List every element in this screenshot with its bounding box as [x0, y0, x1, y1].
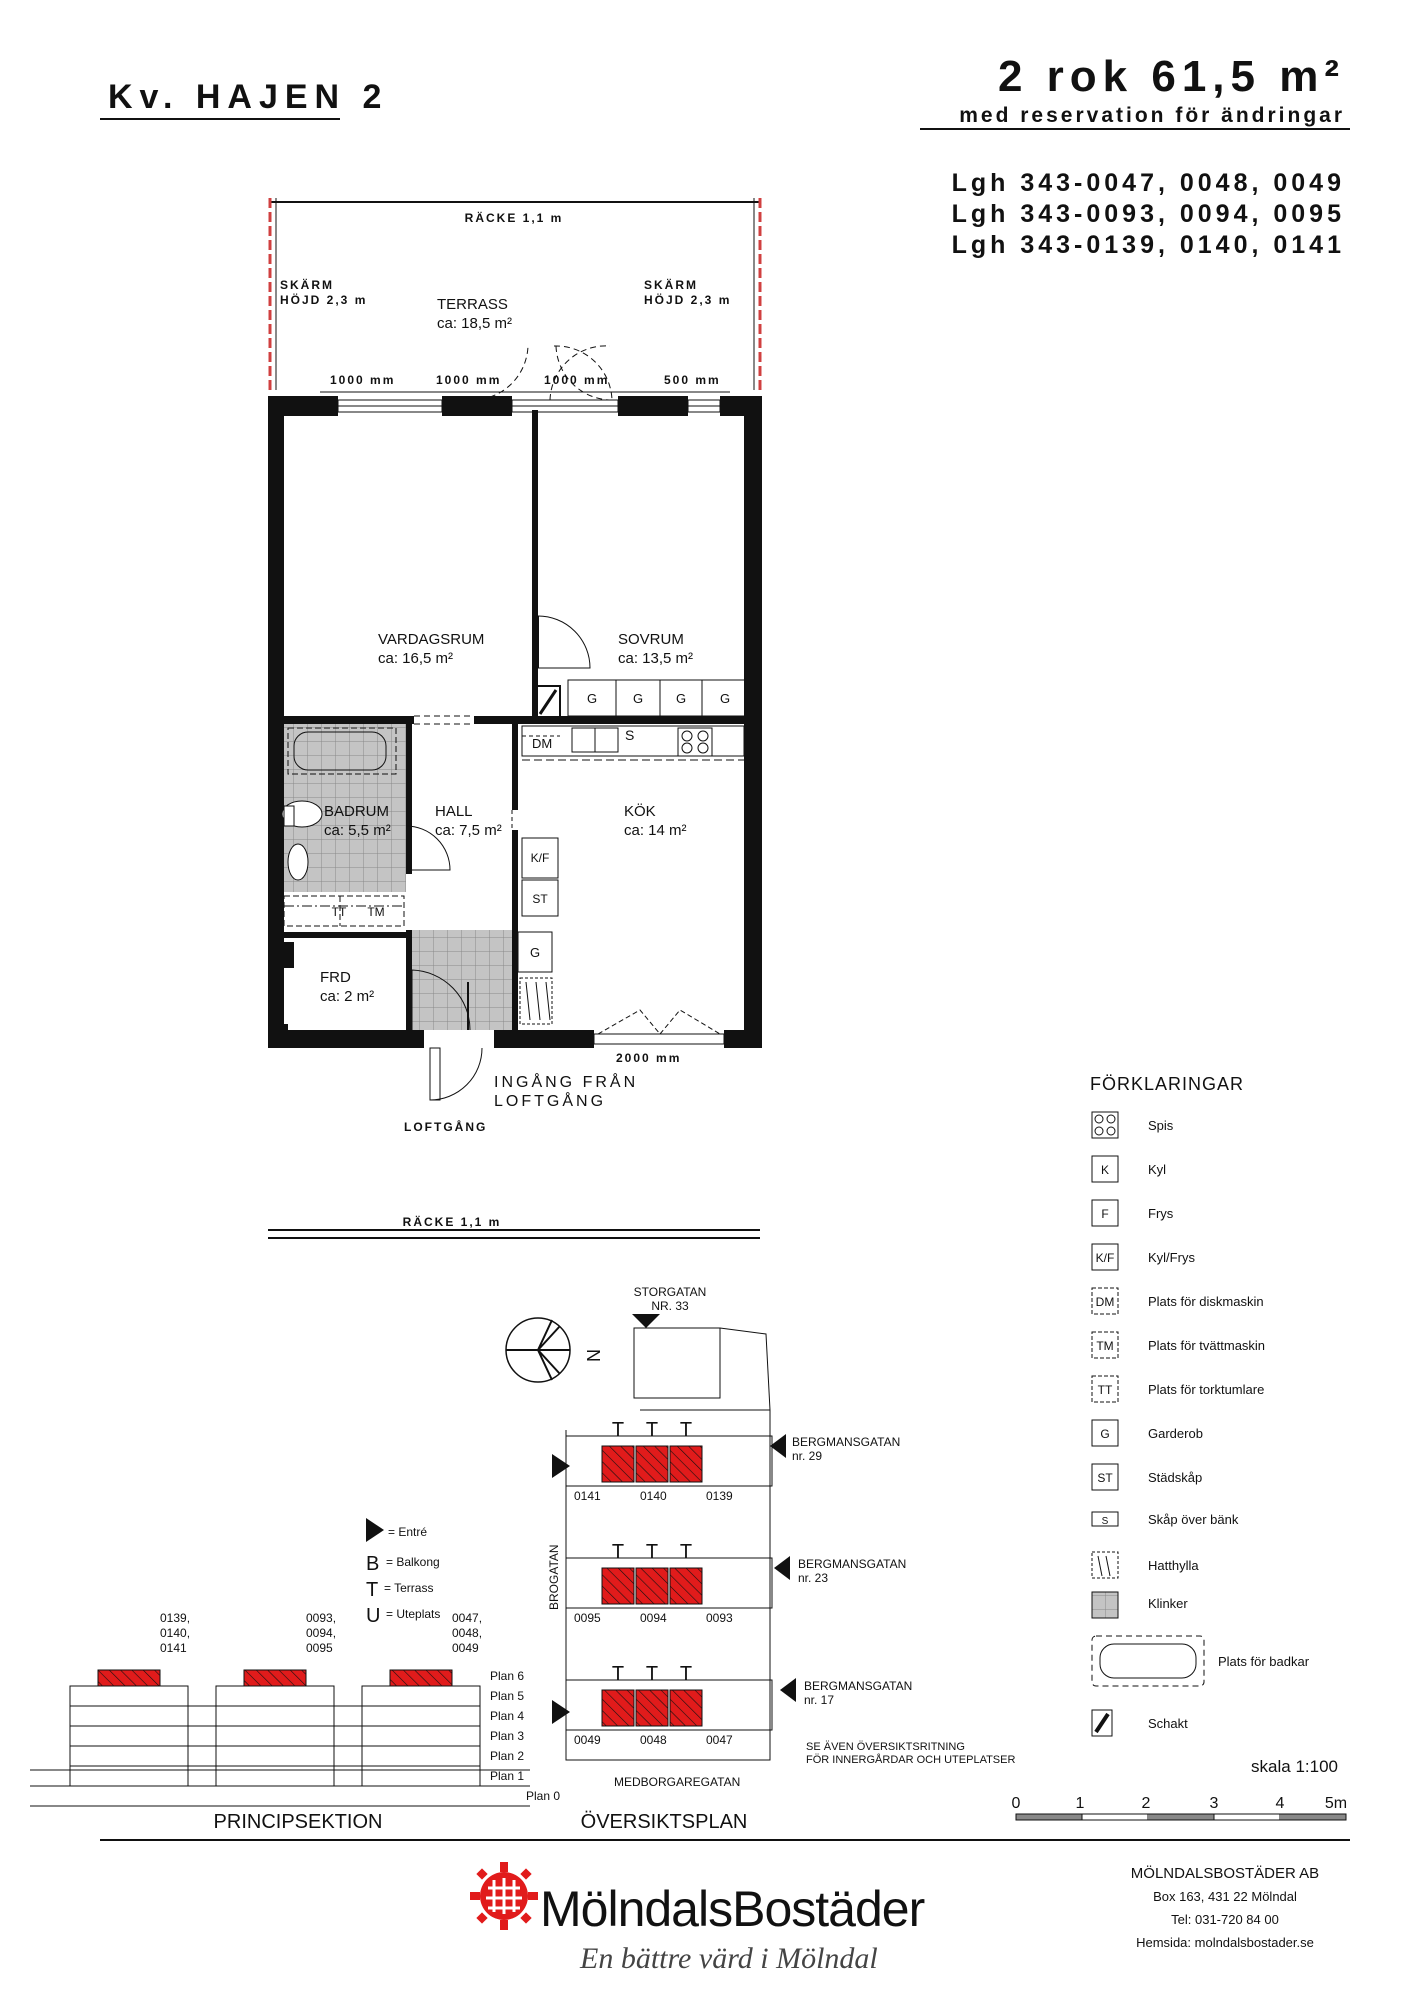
site-note: FÖR INNERGÅRDAR OCH UTEPLATSER	[806, 1754, 1016, 1766]
legend	[1012, 1074, 1348, 1820]
street-label: nr. 23	[798, 1571, 829, 1585]
street-label: nr. 17	[804, 1693, 835, 1707]
key-label: = Balkong	[386, 1555, 440, 1569]
company-name: MÖLNDALSBOSTÄDER AB	[1130, 1865, 1320, 1882]
scale-tick: 0	[1011, 1795, 1021, 1812]
section-group-label: 0049	[452, 1641, 479, 1655]
scale-tick: 2	[1141, 1795, 1151, 1812]
legend-symbol: S	[1101, 1516, 1109, 1527]
legend-symbol: DM	[1095, 1295, 1115, 1309]
scale-tick: 1	[1075, 1795, 1085, 1812]
north-label: N	[584, 1349, 604, 1362]
entrance-label: LOFTGÅNG	[494, 1093, 607, 1110]
legend-symbol: K/F	[1095, 1251, 1115, 1265]
section-group-label: 0047,	[452, 1611, 483, 1625]
section-group-label: 0139,	[160, 1611, 191, 1625]
site-note: SE ÄVEN ÖVERSIKTSRITNING	[806, 1741, 965, 1753]
screen-right-label: SKÄRM	[644, 278, 698, 292]
unit-label: 0093	[706, 1611, 733, 1625]
window-width-label: 500 mm	[664, 373, 721, 387]
street-label: BERGMANSGATAN	[804, 1679, 913, 1693]
legend-label: Kyl/Frys	[1148, 1250, 1195, 1265]
section-group-label: 0095	[306, 1641, 333, 1655]
legend-label: Plats för torktumlare	[1148, 1382, 1265, 1397]
legend-title: FÖRKLARINGAR	[1090, 1074, 1245, 1094]
legend-symbol: TT	[1097, 1383, 1113, 1397]
floor-label: Plan 1	[490, 1769, 525, 1783]
railing-top-label: RÄCKE 1,1 m	[464, 211, 564, 225]
room-name: TERRASS	[437, 296, 508, 313]
fixture-label: TT	[331, 905, 347, 919]
street-label: STORGATAN	[633, 1285, 707, 1299]
legend-label: Plats för diskmaskin	[1148, 1294, 1264, 1309]
legend-label: Kyl	[1148, 1162, 1167, 1177]
legend-label: Frys	[1148, 1206, 1174, 1221]
floor-label: Plan 6	[490, 1669, 525, 1683]
legend-label: Plats för badkar	[1218, 1654, 1310, 1669]
company-logo-icon	[470, 1862, 538, 1930]
street-label: NR. 33	[651, 1299, 689, 1313]
legend-label: Hatthylla	[1148, 1558, 1199, 1573]
room-name: SOVRUM	[618, 631, 684, 648]
unit-label: 0049	[574, 1733, 601, 1747]
floor-label: Plan 0	[526, 1789, 561, 1803]
room-area: ca: 16,5 m²	[378, 650, 454, 667]
legend-symbol: TM	[1096, 1339, 1114, 1353]
company-website: Hemsida: molndalsbostader.se	[1136, 1935, 1314, 1950]
fixture-label: G	[719, 691, 731, 706]
apartment-line: Lgh 343-0047, 0048, 0049	[951, 169, 1345, 197]
fixture-label: K/F	[530, 851, 550, 865]
reservation-note: med reservation för ändringar	[959, 104, 1345, 127]
hat-shelf	[520, 978, 552, 1024]
floor-label: Plan 3	[490, 1729, 525, 1743]
apartment-line: Lgh 343-0139, 0140, 0141	[951, 231, 1345, 259]
bottom-window-label: 2000 mm	[616, 1051, 682, 1065]
street-label: BROGATAN	[547, 1544, 561, 1610]
floor-label: Plan 2	[490, 1749, 525, 1763]
room-name: KÖK	[624, 803, 656, 820]
screen-right-height: HÖJD 2,3 m	[644, 293, 732, 307]
section-diagram	[30, 1518, 560, 1833]
screen-left-height: HÖJD 2,3 m	[280, 293, 368, 307]
room-area: ca: 18,5 m²	[437, 315, 513, 332]
terrace-mark: T	[611, 1541, 625, 1563]
room-name: HALL	[435, 803, 473, 820]
unit-label: 0048	[640, 1733, 667, 1747]
unit-label: 0047	[706, 1733, 733, 1747]
window-width-label: 1000 mm	[544, 373, 610, 387]
key-symbol: T	[366, 1579, 379, 1601]
scale-tick: 3	[1209, 1795, 1219, 1812]
section-group-label: 0140,	[160, 1626, 191, 1640]
entrance-tiles	[412, 930, 512, 1030]
fixture-label: G	[675, 691, 687, 706]
legend-label: Städskåp	[1148, 1470, 1203, 1485]
terrace-mark: T	[679, 1663, 693, 1685]
room-area: ca: 7,5 m²	[435, 822, 502, 839]
section-group-label: 0094,	[306, 1626, 337, 1640]
legend-label: Skåp över bänk	[1148, 1512, 1239, 1527]
unit-label: 0140	[640, 1489, 667, 1503]
key-symbol: U	[366, 1605, 381, 1627]
window-width-label: 1000 mm	[436, 373, 502, 387]
company-info	[1105, 1862, 1345, 1954]
floor-label: Plan 5	[490, 1689, 525, 1703]
key-symbol: B	[366, 1553, 380, 1575]
screen-left-label: SKÄRM	[280, 278, 334, 292]
room-area: ca: 13,5 m²	[618, 650, 694, 667]
terrace-mark: T	[645, 1419, 659, 1441]
street-label: nr. 29	[792, 1449, 823, 1463]
section-group-label: 0141	[160, 1641, 187, 1655]
company-phone: Tel: 031-720 84 00	[1171, 1912, 1279, 1927]
section-title: PRINCIPSEKTION	[213, 1811, 383, 1833]
section-group-label: 0093,	[306, 1611, 337, 1625]
street-label: BERGMANSGATAN	[792, 1435, 901, 1449]
scale-tick: 4	[1275, 1795, 1285, 1812]
room-name: BADRUM	[324, 803, 390, 820]
legend-label: Plats för tvättmaskin	[1148, 1338, 1266, 1353]
site-plan	[506, 1285, 1015, 1833]
street-label: BERGMANSGATAN	[798, 1557, 907, 1571]
section-group-label: 0048,	[452, 1626, 483, 1640]
legend-symbol: G	[1100, 1427, 1110, 1441]
fixture-label: TM	[367, 905, 385, 919]
project-title: Kv. HAJEN 2	[108, 78, 389, 116]
terrace-mark: T	[679, 1541, 693, 1563]
site-plan-title: ÖVERSIKTSPLAN	[580, 1811, 748, 1833]
legend-label: Garderob	[1148, 1426, 1203, 1441]
fixture-label: G	[632, 691, 644, 706]
terrace-mark: T	[679, 1419, 693, 1441]
fixture-label: ST	[532, 892, 548, 906]
fixture-label: G	[586, 691, 598, 706]
company-address: Box 163, 431 22 Mölndal	[1153, 1889, 1297, 1904]
apartment-size: 2 rok 61,5 m²	[997, 52, 1345, 101]
legend-label: Schakt	[1148, 1716, 1188, 1731]
railing-bottom-label: RÄCKE 1,1 m	[402, 1215, 502, 1229]
room-area: ca: 14 m²	[624, 822, 687, 839]
company-slogan: En bättre värd i Mölndal	[580, 1942, 878, 1975]
fixture-label: S	[625, 727, 635, 743]
scale-bar	[1016, 1814, 1346, 1820]
wall-left	[268, 396, 284, 1048]
terrace-mark: T	[611, 1663, 625, 1685]
room-name: VARDAGSRUM	[378, 631, 485, 648]
floor-label: Plan 4	[490, 1709, 525, 1723]
room-name: FRD	[320, 969, 351, 986]
unit-label: 0094	[640, 1611, 667, 1625]
legend-label: Klinker	[1148, 1596, 1188, 1611]
room-area: ca: 5,5 m²	[324, 822, 391, 839]
terrace-mark: T	[645, 1663, 659, 1685]
apartment-line: Lgh 343-0093, 0094, 0095	[951, 200, 1345, 228]
terrace-mark: T	[645, 1541, 659, 1563]
legend-symbol: K	[1100, 1163, 1110, 1177]
entrance-label: INGÅNG FRÅN	[494, 1074, 639, 1091]
fixture-label: G	[529, 945, 541, 960]
wall-bottom	[268, 1030, 424, 1048]
fixture-label: DM	[532, 736, 553, 751]
key-label: = Terrass	[384, 1581, 434, 1595]
company-logo-text: MölndalsBostäder	[540, 1881, 925, 1937]
window-width-label: 1000 mm	[330, 373, 396, 387]
key-label: = Uteplats	[386, 1607, 441, 1621]
unit-label: 0141	[574, 1489, 601, 1503]
street-label: MEDBORGAREGATAN	[614, 1775, 741, 1789]
scale-tick: 5m	[1324, 1795, 1348, 1812]
legend-label: Spis	[1148, 1118, 1174, 1133]
room-area: ca: 2 m²	[320, 988, 375, 1005]
unit-label: 0095	[574, 1611, 601, 1625]
scale-label: skala 1:100	[1251, 1757, 1338, 1776]
legend-symbol: ST	[1097, 1471, 1113, 1485]
gallery-label: LOFTGÅNG	[404, 1120, 488, 1134]
terrace-mark: T	[611, 1419, 625, 1441]
unit-label: 0139	[706, 1489, 733, 1503]
key-label: = Entré	[388, 1525, 428, 1539]
entrance-arrow-icon	[366, 1518, 384, 1542]
legend-symbol: F	[1101, 1207, 1109, 1221]
